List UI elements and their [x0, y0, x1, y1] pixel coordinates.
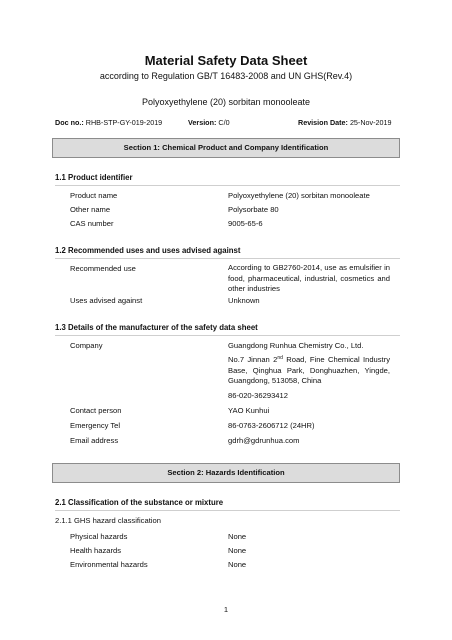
company-label: Company	[70, 341, 103, 350]
divider	[55, 510, 400, 511]
page-number: 1	[223, 605, 229, 614]
revision-label: Revision Date:	[298, 118, 348, 127]
row-value: None	[228, 546, 247, 555]
row-label: Contact person	[70, 406, 122, 415]
product-name-header: Polyoxyethylene (20) sorbitan monooleate	[141, 97, 311, 107]
heading-1-3: 1.3 Details of the manufacturer of the safety data sheet	[55, 323, 258, 332]
company-phone: 86-020-36293412	[228, 391, 288, 400]
row-value: None	[228, 560, 247, 569]
row-label: Other name	[70, 205, 111, 214]
document-title: Material Safety Data Sheet	[144, 53, 308, 68]
revision-value: 25-Nov-2019	[349, 118, 392, 127]
company-name: Guangdong Runhua Chemistry Co., Ltd.	[228, 341, 364, 350]
address-superscript: nd	[277, 355, 283, 361]
doc-revision-date	[298, 118, 392, 127]
section-1-header: Section 1: Chemical Product and Company Identification	[52, 138, 400, 158]
row-label: Health hazards	[70, 546, 122, 555]
row-value: 86-0763-2606712 (24HR)	[228, 421, 315, 430]
row-label: Uses advised against	[70, 296, 143, 305]
row-label: Product name	[70, 191, 118, 200]
row-label: Email address	[70, 436, 119, 445]
row-label: Physical hazards	[70, 532, 128, 541]
row-label: Environmental hazards	[70, 560, 148, 569]
heading-1-2: 1.2 Recommended uses and uses advised against	[55, 246, 241, 255]
row-value: Polyoxyethylene (20) sorbitan monooleate	[228, 191, 370, 200]
heading-2-1: 2.1 Classification of the substance or mixture	[55, 498, 224, 507]
address-rest: Road, Fine Chemical Industry Base, Qinghua Park, Donghuazhen, Yingde, Guangdong, 513058, China	[228, 355, 390, 385]
section-2-header: Section 2: Hazards Identification	[52, 463, 400, 483]
doc-number-label: Doc no.:	[55, 118, 84, 127]
divider	[55, 258, 400, 259]
row-value: gdrh@gdrunhua.com	[228, 436, 300, 445]
doc-number	[55, 118, 162, 127]
divider	[55, 185, 400, 186]
subheading-2-1-1: 2.1.1 GHS hazard classification	[55, 516, 161, 525]
row-label: Recommended use	[70, 264, 136, 273]
row-value: According to GB2760-2014, use as emulsifier in food, pharmaceutical, industrial, cosmetics and other industries	[228, 263, 390, 293]
version-value: C/0	[218, 118, 230, 127]
address-prefix: No.7 Jinnan 2	[228, 355, 278, 364]
doc-version	[188, 118, 230, 127]
row-label: CAS number	[70, 219, 114, 228]
row-value: 9005-65-6	[228, 219, 263, 228]
company-address	[228, 353, 390, 387]
row-value: Unknown	[228, 296, 260, 305]
row-value: YAO Kunhui	[228, 406, 270, 415]
divider	[55, 335, 400, 336]
version-label: Version:	[188, 118, 217, 127]
row-label: Emergency Tel	[70, 421, 121, 430]
doc-number-value: RHB-STP-GY-019-2019	[85, 118, 163, 127]
row-value: Polysorbate 80	[228, 205, 279, 214]
heading-1-1: 1.1 Product identifier	[55, 173, 133, 182]
row-value: None	[228, 532, 247, 541]
document-subtitle: according to Regulation GB/T 16483-2008 and UN GHS(Rev.4)	[99, 71, 353, 81]
